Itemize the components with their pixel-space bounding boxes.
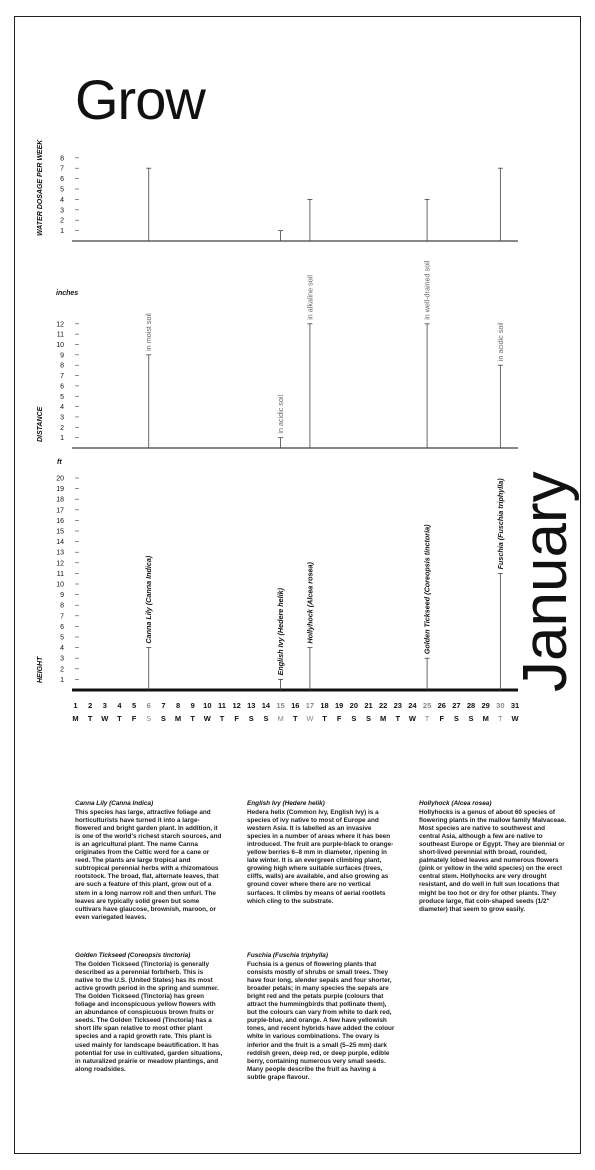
y-tick-label: 2 [60,424,64,432]
description-text: The Golden Tickseed (Tinctoria) is generally described as a perennial forb/herb. This is native to the U.S. (United States) has its most active growth period in the spring and summer. The Golden Tickseed (Tinctoria) has green foliage and inconspicuous yellow flowers with an abundance of conspicuous brown fruits or seeds. The Golden Tickseed (Tinctoria) has a short life span relative to most other plant species and a rapid growth rate. This plant is used mainly for landscape beautification. It has potential for use in cultivated, garden situations, in naturalized prairie or meadow plantings, and along roadsides. [75,961,223,1073]
y-tick-label: 7 [60,165,64,173]
calendar-weekday: S [248,714,254,723]
description-text: This species has large, attractive foliage and horticulturists have turned it into a large-flowered and bright garden plant. In addition, it is one of the world's richest starch sources, and is an agricultural plant. The name Canna originates from the Celtic word for a cane or reed. The plants are large tropical and subtropical perennial herbs with a rhizomatous rootstock. The broad, flat, alternate leaves, that are such a feature of this plant, grow out of a stem in a long narrow roll and then unfurl. The leaves are typically solid green but some cultivars have glaucose, brownish, maroon, or even variegated leaves. [75,809,222,921]
calendar-day-number: 1 [73,701,78,710]
y-tick-label: 18 [56,496,64,504]
bar-annotation: in well-drained soil [422,260,432,320]
y-tick-label: 7 [60,373,64,381]
calendar-day-number: 20 [349,701,359,710]
calendar-weekday: T [322,714,327,723]
calendar-weekday: S [160,714,166,723]
description-title: Canna Lily (Canna Indica) [75,800,154,807]
calendar-weekday: W [306,714,314,723]
calendar-weekday: S [146,714,152,723]
y-tick-label: 1 [60,435,64,443]
calendar-day-number: 30 [496,701,505,710]
calendar-weekday: T [292,714,298,723]
calendar-day-number: 24 [408,701,417,710]
description-title: Fuschia (Fuschia triphylla) [247,952,328,959]
height-unit-label: ft [57,459,62,466]
description-text: Hedera helix (Common Ivy, English Ivy) is a species of ivy native to most of Europe and western Asia. It is labelled as an invasive species in a number of areas where it has been introduced. The fruit are purple-black to orange-yellow berries 6–8 mm in diameter, ripening in late winter. It is an evergreen climbing plant, growing high where suitable surfaces (trees, cliffs, walls) are available, and also growing as ground cover where there are no vertical surfaces. It climbs by means of aerial rootlets which cling to the substrate. [247,809,394,905]
y-tick-label: 16 [56,517,64,525]
bar-annotation: in alkaline soil [305,275,315,320]
calendar-day-number: 12 [232,701,241,710]
calendar-day-number: 16 [291,701,300,710]
calendar-day-number: 10 [203,701,212,710]
y-tick-label: 19 [56,486,64,494]
y-tick-label: 1 [60,676,64,684]
calendar-day-number: 27 [452,701,461,710]
calendar-weekday: F [131,714,137,723]
description-hollyhock [419,800,567,914]
y-tick-label: 3 [60,207,64,215]
calendar-day-number: 6 [146,701,151,710]
y-tick-label: 17 [56,507,64,515]
y-tick-label: 6 [60,623,64,631]
height-axis-label: HEIGHT [37,656,44,683]
calendar-day-number: 3 [102,701,107,710]
calendar-day-number: 31 [510,701,520,710]
calendar-weekday: T [219,714,225,723]
calendar-weekday: M [72,714,79,723]
y-tick-label: 8 [60,155,64,163]
calendar-weekday: M [174,714,182,723]
calendar-weekday: M [482,714,489,723]
calendar-day-number: 9 [190,701,195,710]
y-tick-label: 4 [60,196,64,204]
calendar-day-number: 5 [132,701,137,710]
calendar-weekday: S [365,714,372,723]
y-tick-label: 5 [60,393,64,401]
calendar-weekday: S [351,714,357,723]
y-tick-label: 4 [60,404,64,412]
y-tick-label: 2 [60,666,64,674]
bar-annotation: in acidic soil [276,394,286,434]
calendar-day-number: 26 [437,701,446,710]
calendar-weekday: M [277,714,284,723]
y-tick-label: 13 [56,549,64,557]
description-text: Hollyhocks is a genus of about 60 species of flowering plants in the mallow family Malvaceae. Most species are native to southwest and central Asia, although a few are native to southeast Europe or Egypt. They are biennial or short-lived perennial with broad, rounded, palmately lobed leaves and numerous flowers (pink or yellow in the wild species) on the erect central stem. Hollyhocks are very drought resistant, and do well in full sun locations that might be too hot or dry for other plants. They produce large, flat coin-shaped seeds (1/2" diameter) that seem to grow easily. [419,809,567,913]
calendar-day-number: 8 [175,701,181,710]
distance-unit-label: inches [56,290,79,297]
y-tick-label: 8 [60,362,64,370]
page-title: Grow [75,68,205,131]
y-tick-label: 10 [56,342,64,349]
calendar-weekday: S [453,714,459,723]
calendar-day-number: 15 [276,701,285,710]
calendar-day-number: 25 [422,701,432,710]
description-title: Hollyhock (Alcea rosea) [419,800,492,807]
calendar-weekday: W [203,714,211,723]
calendar-weekday: W [408,714,416,723]
description-text: Fuchsia is a genus of flowering plants that consists mostly of shrubs or small trees. They have four long, slender sepals and four shorter, broader petals; in many species the sepals are bright red and the petals purple (colours that attract the hummingbirds that pollinate them), but the colours can vary from white to dark red, purple-blue, and orange. A few have yellowish tones, and recent hybrids have added the colour white in various combinations. The ovary is inferior and the fruit is a small (5–25 mm) dark reddish green, deep red, or deep purple, edible berry, containing numerous very small seeds. Many people describe the fruit as having a subtle grape flavour. [247,961,395,1081]
description-canna-lily [75,800,223,922]
water-axis-label: WATER DOSAGE PER WEEK [37,139,44,236]
y-tick-label: 14 [56,539,64,547]
calendar-weekday: M [380,714,387,723]
calendar-day-number: 22 [378,701,388,710]
calendar-day-number: 14 [261,701,271,710]
calendar-weekday: T [424,714,430,723]
month-label: January [511,471,580,692]
calendar-day-number: 28 [466,701,476,710]
calendar-weekday: S [263,714,269,723]
distance-axis-label: DISTANCE [37,406,44,442]
y-tick-label: 15 [56,528,64,536]
bar-annotation: in moist soil [144,313,154,351]
calendar-day-number: 7 [161,701,166,710]
y-tick-label: 1 [60,228,64,236]
calendar-weekday: T [498,714,503,723]
description-fuschia [247,952,395,1082]
calendar-weekday: T [117,714,122,723]
y-tick-label: 6 [60,383,64,391]
calendar-day-number: 18 [320,701,329,710]
y-tick-label: 9 [60,592,64,600]
calendar-weekday: W [511,714,519,723]
calendar-day-number: 17 [305,701,315,710]
bar-annotation: English Ivy (Hedere helik) [276,587,286,676]
calendar-day-number: 2 [88,701,93,710]
bar-annotation: in acidic soil [495,322,505,362]
bar-annotation: Hollyhock (Alcea rosea) [305,562,315,644]
description-english-ivy [247,800,395,906]
calendar-day-number: 4 [117,701,122,710]
y-tick-label: 5 [60,186,64,194]
y-tick-label: 12 [56,321,64,329]
description-title: Golden Tickseed (Coreopsis tinctoria) [75,952,191,959]
y-tick-label: 5 [60,634,64,642]
calendar-weekday: S [468,714,474,723]
description-golden-tickseed [75,952,223,1074]
bar-annotation: Canna Lily (Canna Indica) [144,555,154,644]
y-tick-label: 6 [60,176,64,184]
y-tick-label: 11 [56,570,64,578]
calendar-weekday: F [336,714,342,723]
y-tick-label: 8 [60,602,64,610]
calendar-weekday: T [87,714,93,723]
y-tick-label: 2 [60,217,64,225]
y-tick-label: 3 [60,655,64,663]
calendar-weekday: F [234,714,239,723]
calendar-day-number: 23 [393,701,402,710]
description-title: English Ivy (Hedere helik) [247,800,325,807]
bar-annotation: Fuschia (Fuschia triphylla) [495,478,505,570]
y-tick-label: 12 [56,560,64,568]
calendar-weekday: F [439,714,445,723]
bar-annotation: Golden Tickseed (Coreopsis tinctoria) [422,524,432,655]
calendar-day-number: 19 [335,701,344,710]
y-tick-label: 7 [60,613,64,621]
y-tick-label: 4 [60,645,64,653]
calendar-day-number: 21 [364,701,373,710]
calendar-day-number: 29 [481,701,490,710]
y-tick-label: 20 [56,475,64,483]
calendar-day-number: 13 [247,701,256,710]
calendar-weekday: T [395,714,401,723]
y-tick-label: 10 [56,581,64,589]
y-tick-label: 9 [60,352,64,360]
calendar-weekday: T [190,714,195,723]
calendar-day-number: 11 [218,701,226,710]
y-tick-label: 11 [56,331,64,339]
y-tick-label: 3 [60,414,64,422]
calendar-weekday: W [101,714,109,723]
